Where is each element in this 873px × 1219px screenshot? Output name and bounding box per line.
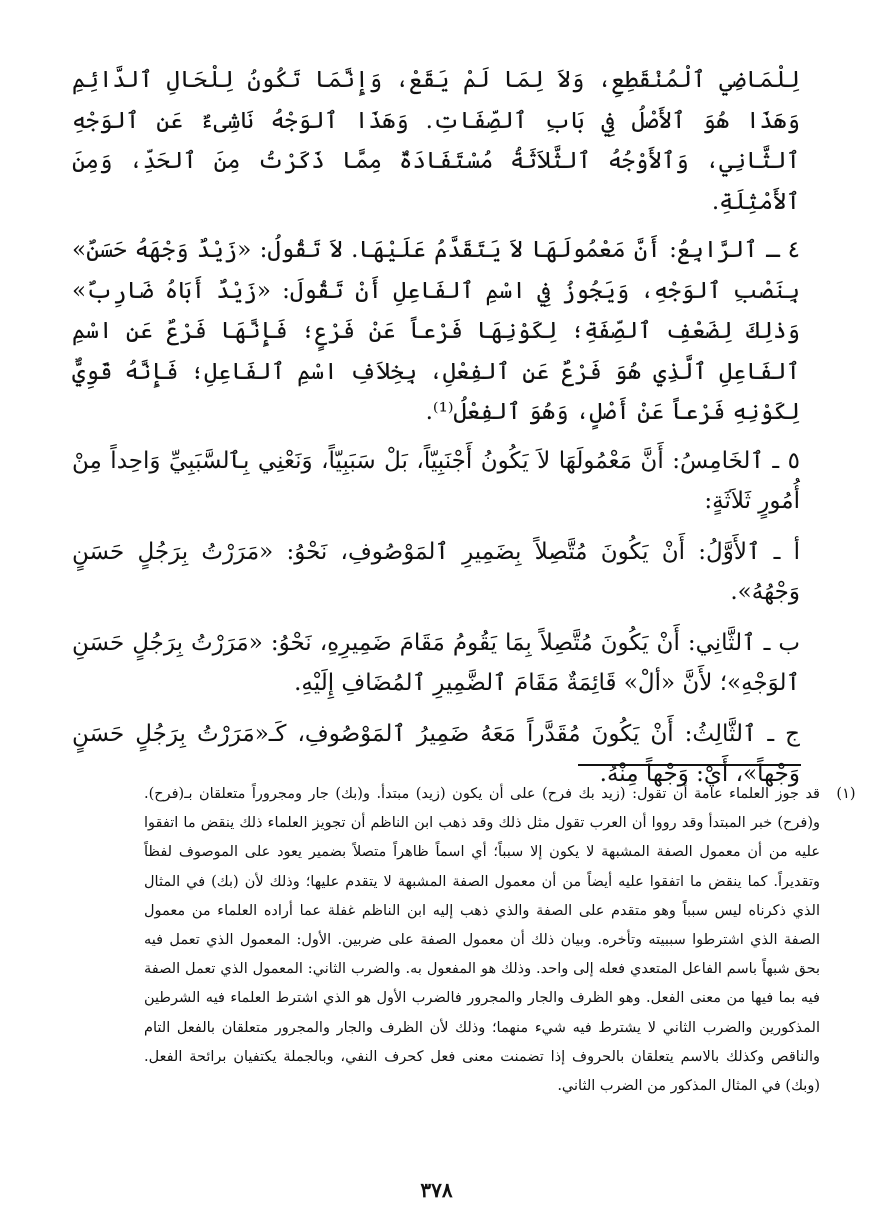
- footnotes: [72, 780, 872, 1101]
- paragraph-fourth-condition: ٤ ـ ٱلرَّابِعُ: أَنَّ مَعْمُولَهَا لاَ يَتَقَدَّمُ عَلَيْهَا. لاَ تَقُولُ: «زَيْدٌ وَجْهَهُ حَسَنٌ» بِنَصْبِ ٱلوَجْهِ، وَيَجُوزُ فِي اسْمِ ٱلفَاعِلِ أَنْ تَقُولَ: «زَيْدٌ أَبَاهُ ضَارِبٌ» وَذٰلِكَ لِضَعْفِ ٱلصِّفَةِ؛ لِكَوْنِهَا فَرْعاً عَنْ فَرْعٍ؛ فَإِنَّهَا فَرْعٌ عَنِ اسْمِ ٱلفَاعِلِ ٱلَّذِي هُوَ فَرْعٌ عَنِ ٱلفِعْلِ، بِخِلاَفِ اسْمِ ٱلفَاعِلِ؛ فَإِنَّهُ قَوِيٌّ لِكَوْنِهِ فَرْعاً عَنْ أَصْلٍ، وَهُوَ ٱلفِعْلُ⁽¹⁾.: [72, 237, 800, 425]
- footnote-number: (١): [836, 786, 856, 802]
- main-text: [72, 60, 800, 795]
- paragraph-fifth-condition: ٥ ـ ٱلخَامِسُ: أَنَّ مَعْمُولَهَا لاَ يَكُونُ أَجْنَبِيّاً، بَلْ سَبَبِيّاً، وَنَعْنِي بِٱلسَّبَبِيِّ وَاحِداً مِنْ أُمُورٍ ثَلاَثَةٍ:: [72, 447, 800, 514]
- footnote-text: قد جوز العلماء عامة أن تقول: (زيد بك فرح) على أن يكون (زيد) مبتدأ. و(بك) جار ومجروراً متعلقان بـ(فرح). و(فرح) خبر المبتدأ وقد رووا أن العرب تقول مثل ذلك وقد ذهب ابن الناظم أن تجويز العلماء ذلك ينقض ما اتفقوا عليه من أن معمول الصفة المشبهة لا يكون إلا سبباً؛ أي اسماً ظاهراً متصلاً بضمير يعود على الموصوف لفظاً وتقديراً. كما ينقض ما اتفقوا عليه أيضاً من أن معمول الصفة المشبهة لا يتقدم عليها؛ وذلك لأن (بك) في المثال الذي ذكرناه ليس سبباً وهو متقدم على الصفة والذي ذهب إليه ابن الناظم غفلة عما أراده العلماء من معمول الصفة الذي اشترطوا سببيته وتأخره. وبيان ذلك أن معمول الصفة على ضربين. الأول: المعمول الذي تعمل فيه بحق شبهاً باسم الفاعل المتعدي فعله إلى واحد. وذلك هو المفعول به. والضرب الثاني: المعمول الذي تعمل الصفة فيه بما فيها من معنى الفعل. وهو الظرف والجار والمجرور فالضرب الأول هو الذي اشترط العلماء فيه الشرطين المذكورين والضرب الثاني لا يشترط فيه شيء منهما؛ وذلك لأن الظرف والجار والمجرور متعلقان بالفعل التام والناقص وكذلك بالاسم يتعلقان بالحروف إذا تضمنت معنى فعل كحرف النفي، وبالجملة يكتفيان برائحة الفعل. (وبك) في المثال المذكور من الضرب الثاني.: [144, 786, 820, 1095]
- page-number: ٣٧٨: [420, 1178, 453, 1202]
- subparagraph-c: ج ـ ٱلثَّالِثُ: أَنْ يَكُونَ مُقَدَّراً مَعَهُ ضَمِيرُ ٱلمَوْصُوفِ، كَـ«مَرَرْتُ بِرَجُلٍ حَسَنٍ وَجْهاً»، أَيْ: وَجْهاً مِنْهُ.: [72, 720, 800, 787]
- subparagraph-a: أ ـ ٱلأَوَّلُ: أَنْ يَكُونَ مُتَّصِلاً بِضَمِيرِ ٱلمَوْصُوفِ، نَحْوُ: «مَرَرْتُ بِرَجُلٍ حَسَنٍ وَجْهُهُ».: [72, 538, 800, 605]
- paragraph-intro: لِلْمَاضِي ٱلْمُنْقَطِعِ، وَلاَ لِمَا لَمْ يَقَعْ، وَإِنَّمَا تَكُونُ لِلْحَالِ ٱلدَّائِمِ وَهَذَا هُوَ ٱلأَصْلُ فِي بَابِ ٱلصِّفَاتِ. وَهَذَا ٱلوَجْهُ نَاشِىءٌ عَنِ ٱلوَجْهِ ٱلثَّانِي، وَٱلأَوْجُهُ ٱلثَّلاَثَةُ مُسْتَفَادَةٌ مِمَّا ذَكَرْتُ مِنَ ٱلحَدِّ، وَمِنَ ٱلأَمْثِلَةِ.: [72, 67, 800, 215]
- subparagraph-b: ب ـ ٱلثَّانِي: أَنْ يَكُونَ مُتَّصِلاً بِمَا يَقُومُ مَقَامَ ضَمِيرِهِ، نَحْوُ: «مَرَرْتُ بِرَجُلٍ حَسَنِ ٱلوَجْهِ»؛ لأَنَّ «ألْ» قَائِمَةٌ مَقَامَ ٱلضَّمِيرِ ٱلمُضَافِ إِلَيْهِ.: [72, 629, 800, 696]
- footnote-divider: [578, 764, 801, 766]
- footnote-1: [72, 780, 872, 1101]
